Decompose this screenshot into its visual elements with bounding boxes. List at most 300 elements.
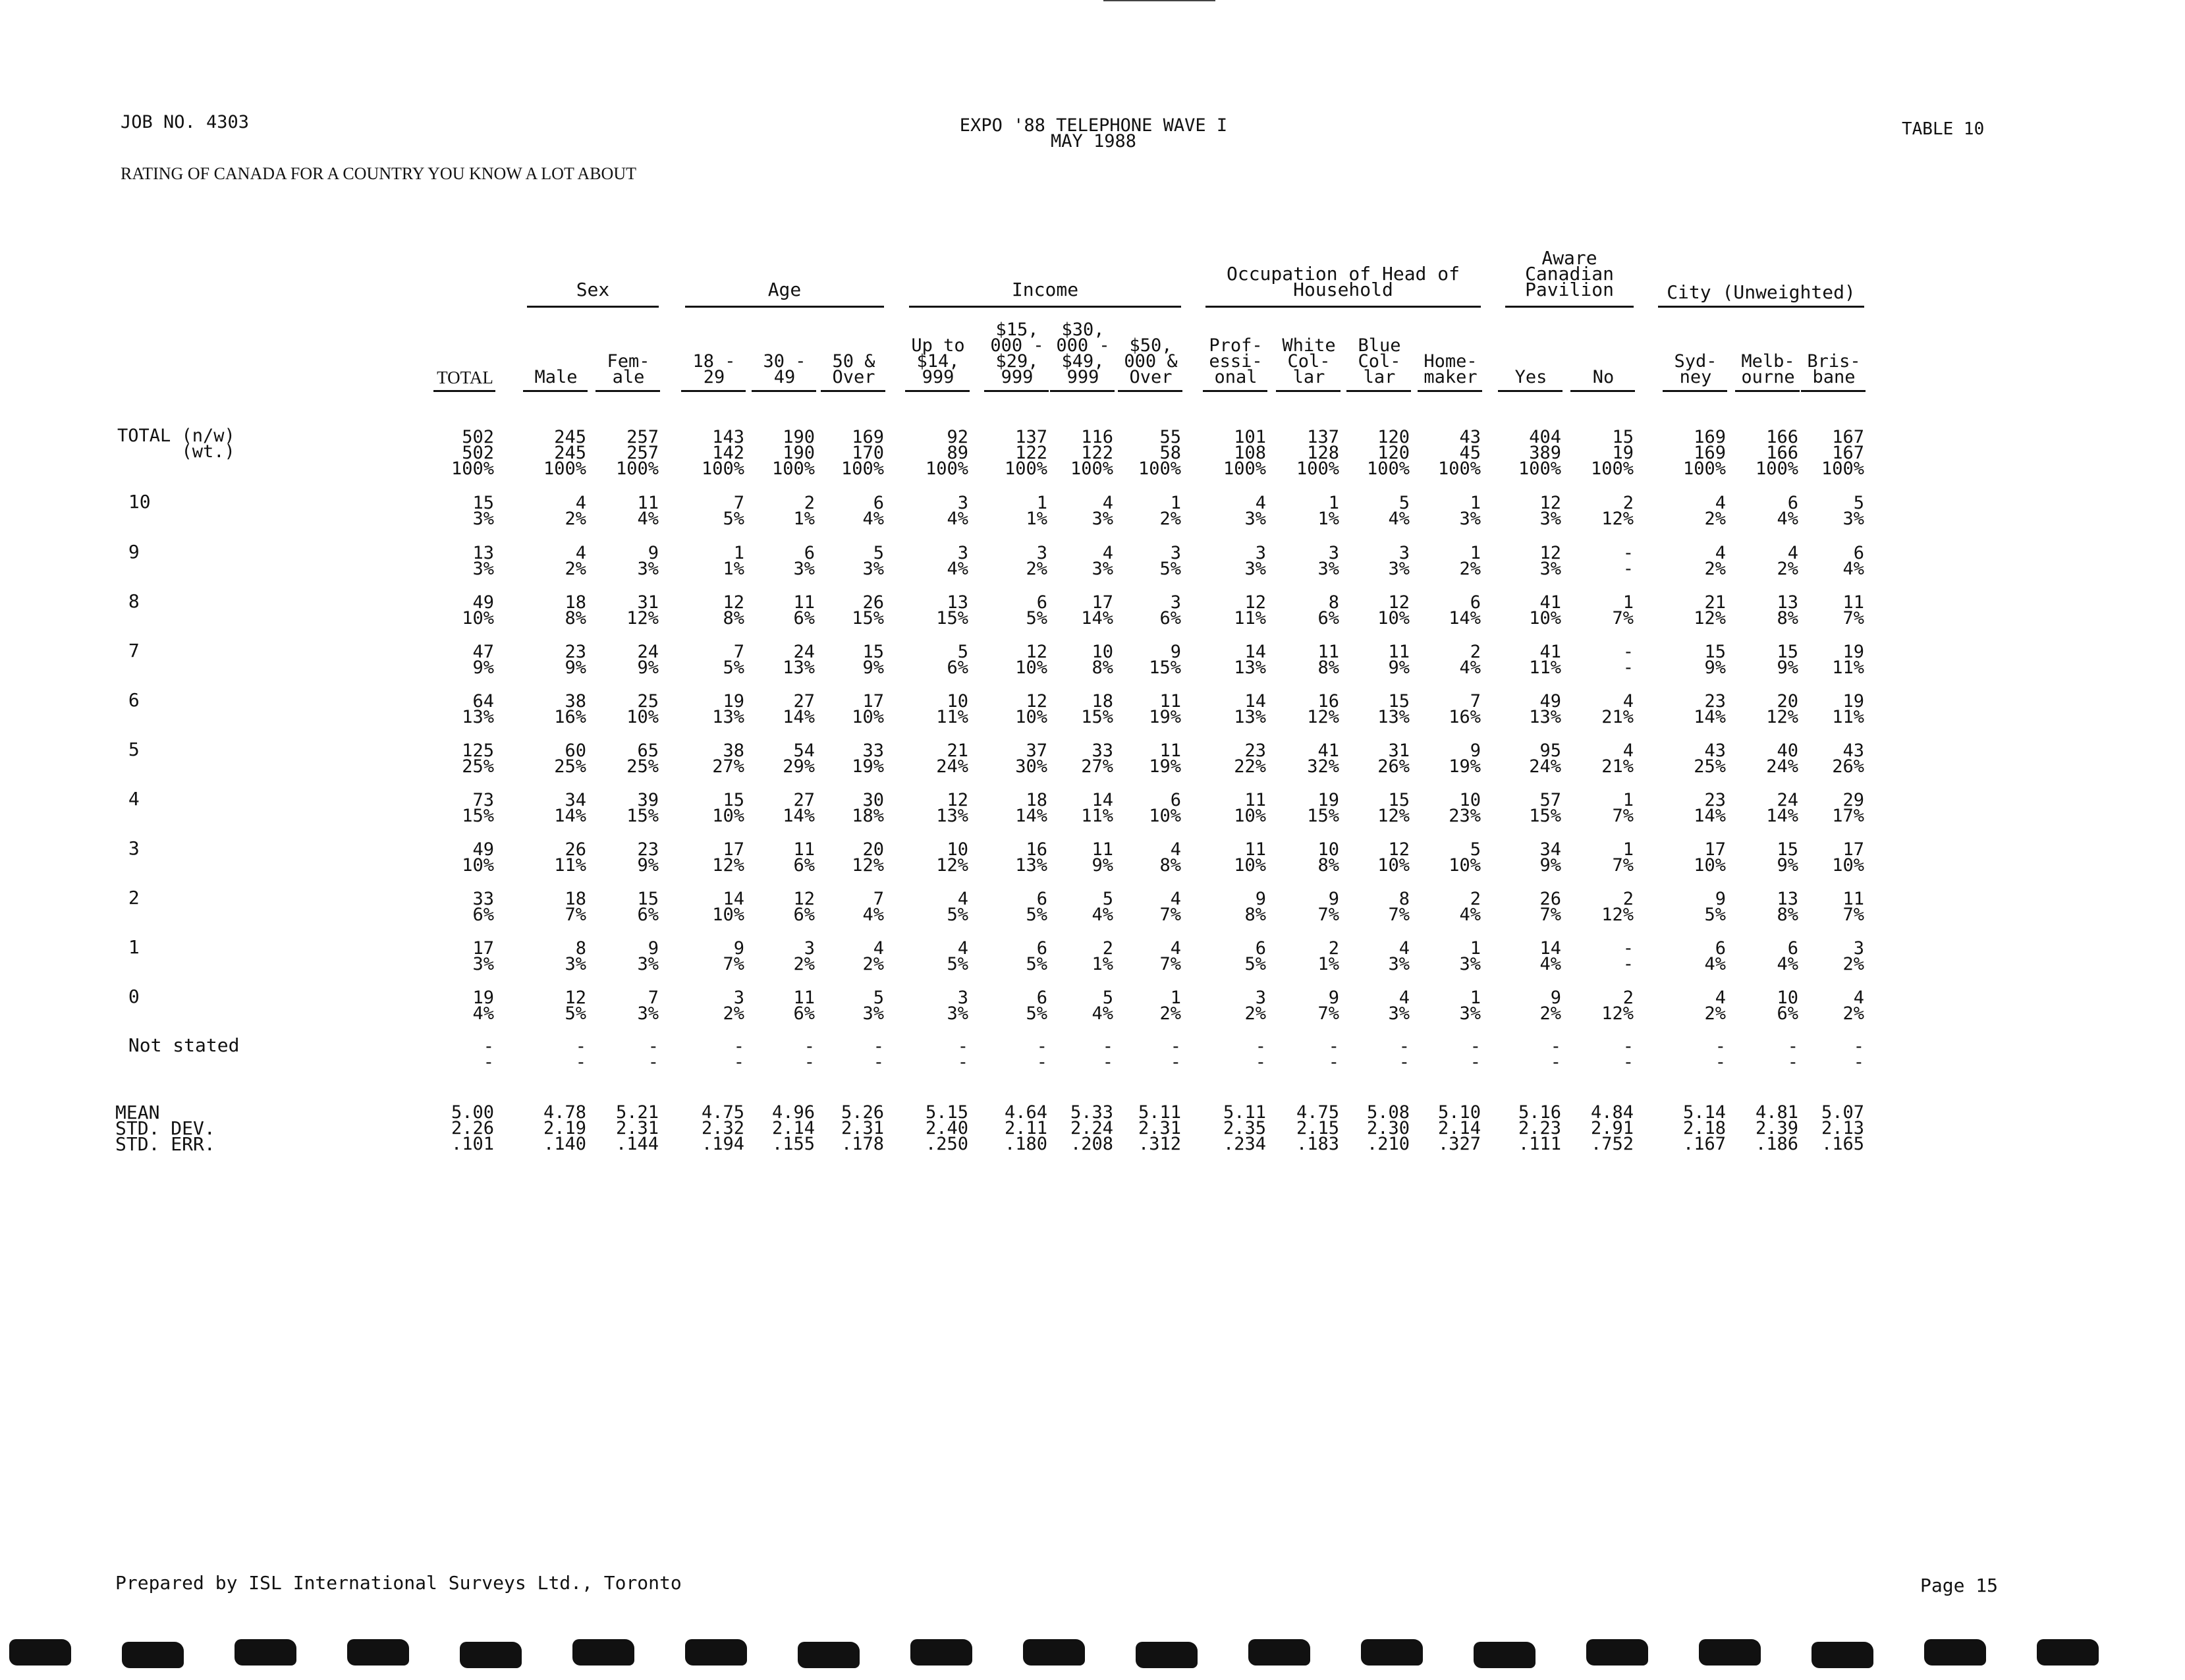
punch-hole (1812, 1642, 1873, 1668)
table-cell: 41 10% (1529, 592, 1561, 629)
row-label: Not stated (117, 1034, 240, 1056)
table-cell: 19 11% (1832, 691, 1864, 727)
table-cell: 6 4% (1777, 938, 1798, 974)
table-cell: 14 4% (1539, 938, 1561, 974)
table-cell: 10 11% (936, 691, 968, 727)
table-cell: 24 13% (783, 642, 815, 678)
column-header: $50, 000 & Over (1124, 335, 1178, 387)
column-header: Melb- ourne (1741, 351, 1795, 387)
table-cell: 4 2% (862, 938, 884, 974)
table-cell: 26 7% (1539, 889, 1561, 925)
column-header-rule (1801, 390, 1866, 392)
table-cell: 12 10% (1377, 592, 1410, 629)
table-cell: 12 8% (723, 592, 744, 629)
punch-hole (1248, 1639, 1310, 1666)
group-header: City (Unweighted) (1667, 281, 1856, 303)
table-cell: 3 3% (947, 988, 968, 1024)
row-label: 9 (117, 541, 140, 563)
row-label: 3 (117, 837, 140, 859)
table-cell: 3 5% (1159, 543, 1181, 579)
column-header: Bris- bane (1807, 351, 1861, 387)
survey-title: EXPO '88 TELEPHONE WAVE I (959, 115, 1228, 136)
stats-cell: 4.96 2.14 .155 (771, 1102, 815, 1154)
column-header: No (1592, 367, 1615, 387)
table-cell: 120 120 100% (1366, 427, 1410, 479)
column-header: $30, 000 - $49, 999 (1056, 320, 1110, 387)
table-cell: 6 5% (1026, 938, 1047, 974)
group-header: Occupation of Head of Household (1226, 263, 1460, 300)
table-cell: 17 14% (1081, 592, 1113, 629)
table-cell: 3 3% (1317, 543, 1339, 579)
table-cell: - - (575, 1036, 586, 1073)
table-cell: 6 5% (1244, 938, 1266, 974)
column-header-rule (1203, 390, 1267, 392)
table-cell: 49 10% (462, 839, 494, 876)
row-label: TOTAL (n/w) (wt.) (117, 426, 235, 462)
table-cell: 3 6% (1159, 592, 1181, 629)
table-cell: 1 7% (1612, 592, 1634, 629)
table-cell: - - (483, 1036, 494, 1073)
row-label: 5 (117, 739, 140, 760)
column-header: TOTAL (437, 368, 493, 387)
table-cell: 502 502 100% (451, 427, 494, 479)
table-cell: 4 3% (1244, 493, 1266, 529)
column-header: Male (534, 367, 578, 387)
table-cell: 7 4% (862, 889, 884, 925)
column-header-rule (1118, 390, 1182, 392)
table-cell: 14 13% (1234, 642, 1266, 678)
group-header-rule (1505, 306, 1634, 308)
table-cell: 95 24% (1529, 741, 1561, 777)
table-cell: 4 3% (1388, 938, 1410, 974)
table-cell: 8 7% (1388, 889, 1410, 925)
table-cell: 5 4% (1388, 493, 1410, 529)
table-cell: - - (1550, 1036, 1561, 1073)
table-cell: 33 27% (1081, 741, 1113, 777)
punch-hole (572, 1639, 634, 1666)
stats-cell: 4.64 2.11 .180 (1004, 1102, 1047, 1154)
column-header-rule (821, 390, 885, 392)
row-label: 2 (117, 887, 140, 909)
column-header-rule (1570, 390, 1635, 392)
column-header-rule (1663, 390, 1727, 392)
table-cell: - - (1622, 642, 1634, 678)
table-cell: 18 7% (565, 889, 586, 925)
table-cell: 3 3% (1388, 543, 1410, 579)
table-cell: 13 8% (1777, 889, 1798, 925)
table-cell: 23 22% (1234, 741, 1266, 777)
table-cell: 2 1% (793, 493, 815, 529)
punch-hole (1474, 1642, 1535, 1668)
table-cell: 19 15% (1307, 790, 1339, 826)
table-cell: 57 15% (1529, 790, 1561, 826)
page-number: Page 15 (1920, 1575, 1999, 1596)
stats-cell: 4.75 2.32 .194 (701, 1102, 744, 1154)
punch-hole (2037, 1639, 2099, 1666)
table-cell: 11 6% (793, 988, 815, 1024)
stats-cell: 5.10 2.14 .327 (1437, 1102, 1481, 1154)
table-cell: 20 12% (1766, 691, 1798, 727)
column-header-rule (681, 390, 746, 392)
table-cell: 19 13% (712, 691, 744, 727)
table-cell: 16 12% (1307, 691, 1339, 727)
table-cell: 3 4% (947, 493, 968, 529)
survey-date: MAY 1988 (1050, 131, 1137, 152)
table-cell: 11 10% (1234, 839, 1266, 876)
table-cell: - - (1398, 1036, 1410, 1073)
table-cell: - - (1787, 1036, 1798, 1073)
table-cell: 41 11% (1529, 642, 1561, 678)
table-cell: 7 5% (723, 642, 744, 678)
table-cell: 60 25% (554, 741, 586, 777)
table-cell: 30 18% (852, 790, 884, 826)
table-cell: 13 8% (1777, 592, 1798, 629)
table-cell: 55 58 100% (1138, 427, 1181, 479)
punch-hole (1924, 1639, 1986, 1666)
table-cell: - - (873, 1036, 884, 1073)
table-cell: 12 5% (565, 988, 586, 1024)
punch-hole (235, 1639, 296, 1666)
punch-hole (1699, 1639, 1761, 1666)
punch-hole (1023, 1639, 1085, 1666)
table-cell: 54 29% (783, 741, 815, 777)
table-cell: 1 1% (1026, 493, 1047, 529)
table-cell: 2 1% (1092, 938, 1113, 974)
column-header-rule (523, 390, 588, 392)
stats-cell: 5.21 2.31 .144 (615, 1102, 659, 1154)
column-header-rule (1418, 390, 1482, 392)
punch-hole (460, 1642, 522, 1668)
table-cell: 3 2% (1842, 938, 1864, 974)
stats-cell: 5.26 2.31 .178 (841, 1102, 884, 1154)
column-header-rule (1276, 390, 1341, 392)
table-cell: 4 2% (1842, 988, 1864, 1024)
table-cell: 9 2% (1539, 988, 1561, 1024)
table-cell: 92 89 100% (925, 427, 968, 479)
table-cell: 9 7% (723, 938, 744, 974)
table-cell: 11 7% (1842, 592, 1864, 629)
table-cell: 17 10% (1694, 839, 1726, 876)
table-cell: 15 6% (637, 889, 659, 925)
table-cell: 6 4% (1704, 938, 1726, 974)
table-cell: 7 5% (723, 493, 744, 529)
table-cell: 5 4% (1092, 889, 1113, 925)
table-cell: 167 167 100% (1821, 427, 1864, 479)
punch-hole (910, 1639, 972, 1666)
table-cell: 27 14% (783, 691, 815, 727)
group-header-rule (527, 306, 659, 308)
table-cell: 257 257 100% (615, 427, 659, 479)
table-cell: 2 4% (1459, 642, 1481, 678)
prepared-by: Prepared by ISL International Surveys Ltd., Toronto (115, 1572, 682, 1594)
table-cell: 34 14% (554, 790, 586, 826)
punch-hole (1361, 1639, 1423, 1666)
column-header-rule (905, 390, 970, 392)
table-cell: 49 10% (462, 592, 494, 629)
table-cell: 43 25% (1694, 741, 1726, 777)
table-cell: 15 9% (1777, 839, 1798, 876)
table-cell: 3 2% (723, 988, 744, 1024)
table-cell: 169 169 100% (1682, 427, 1726, 479)
table-cell: 4 5% (947, 889, 968, 925)
table-cell: 1 3% (1459, 938, 1481, 974)
table-cell: - - (1622, 543, 1634, 579)
table-cell: 14 13% (1234, 691, 1266, 727)
table-cell: 24 9% (637, 642, 659, 678)
stats-label: MEAN STD. DEV. STD. ERR. (115, 1102, 215, 1155)
table-cell: 6 4% (862, 493, 884, 529)
table-cell: 12 10% (1015, 691, 1047, 727)
table-cell: 5 3% (862, 543, 884, 579)
stats-cell: 5.15 2.40 .250 (925, 1102, 968, 1154)
table-cell: 3 4% (947, 543, 968, 579)
table-cell: 14 10% (712, 889, 744, 925)
job-number: JOB NO. 4303 (121, 112, 250, 132)
table-cell: 15 9% (1777, 642, 1798, 678)
table-cell: 6 5% (1026, 988, 1047, 1024)
table-cell: 34 9% (1539, 839, 1561, 876)
table-cell: 18 15% (1081, 691, 1113, 727)
column-header: 30 - 49 (763, 351, 806, 387)
stats-cell: 5.33 2.24 .208 (1070, 1102, 1113, 1154)
table-cell: 16 13% (1015, 839, 1047, 876)
column-header: Yes (1514, 367, 1547, 387)
column-header: White Col- lar (1282, 335, 1336, 387)
table-cell: 11 6% (793, 839, 815, 876)
table-cell: 13 3% (472, 543, 494, 579)
column-header: 50 & Over (832, 351, 875, 387)
table-cell: - - (1853, 1036, 1864, 1073)
table-cell: 18 8% (565, 592, 586, 629)
table-cell: 19 11% (1832, 642, 1864, 678)
table-cell: 15 19 100% (1590, 427, 1634, 479)
table-cell: 64 13% (462, 691, 494, 727)
table-cell: 137 122 100% (1004, 427, 1047, 479)
stats-cell: 5.08 2.30 .210 (1366, 1102, 1410, 1154)
table-cell: 31 26% (1377, 741, 1410, 777)
table-cell: 11 8% (1317, 642, 1339, 678)
table-cell: 23 14% (1694, 790, 1726, 826)
table-cell: 5 3% (862, 988, 884, 1024)
table-cell: 12 11% (1234, 592, 1266, 629)
table-cell: 11 4% (637, 493, 659, 529)
table-cell: 26 11% (554, 839, 586, 876)
stats-cell: 4.81 2.39 .186 (1755, 1102, 1798, 1154)
group-header: Aware Canadian Pavilion (1525, 247, 1614, 300)
table-cell: 25 10% (626, 691, 659, 727)
top-edge-mark (1103, 0, 1215, 1)
table-cell: 20 12% (852, 839, 884, 876)
table-cell: 38 27% (712, 741, 744, 777)
group-header: Age (767, 279, 802, 300)
group-header-rule (685, 306, 884, 308)
column-header-rule (433, 390, 495, 392)
table-cell: 2 12% (1601, 493, 1634, 529)
stats-cell: 5.11 2.35 .234 (1223, 1102, 1266, 1154)
table-cell: 15 3% (472, 493, 494, 529)
table-cell: 4 8% (1159, 839, 1181, 876)
table-cell: 10 23% (1449, 790, 1481, 826)
table-cell: 11 10% (1234, 790, 1266, 826)
table-cell: 4 7% (1159, 938, 1181, 974)
table-cell: 11 19% (1149, 741, 1181, 777)
punch-hole (122, 1642, 184, 1668)
table-cell: 15 12% (1377, 790, 1410, 826)
question-title: RATING OF CANADA FOR A COUNTRY YOU KNOW A LOT ABOUT (121, 164, 636, 183)
table-cell: 10 6% (1777, 988, 1798, 1024)
table-cell: 9 19% (1449, 741, 1481, 777)
punch-hole (798, 1642, 860, 1668)
table-cell: 1 3% (1459, 988, 1481, 1024)
punch-hole (1136, 1642, 1198, 1668)
column-header: $15, 000 - $29, 999 (990, 320, 1044, 387)
table-cell: 4 3% (1092, 543, 1113, 579)
punch-hole (347, 1639, 409, 1666)
table-cell: 9 5% (1704, 889, 1726, 925)
column-header: Home- maker (1424, 351, 1478, 387)
table-cell: 6 14% (1449, 592, 1481, 629)
table-cell: 143 142 100% (701, 427, 744, 479)
table-cell: 1 7% (1612, 790, 1634, 826)
stats-cell: 5.07 2.13 .165 (1821, 1102, 1864, 1154)
table-cell: 12 3% (1539, 493, 1561, 529)
table-cell: 17 10% (852, 691, 884, 727)
table-cell: 12 6% (793, 889, 815, 925)
table-cell: 23 9% (637, 839, 659, 876)
table-cell: 10 12% (936, 839, 968, 876)
column-header-rule (595, 390, 660, 392)
table-cell: 38 16% (554, 691, 586, 727)
row-label: 1 (117, 936, 140, 958)
table-cell: - - (957, 1036, 968, 1073)
table-cell: 2 12% (1601, 988, 1634, 1024)
row-label: 8 (117, 590, 140, 612)
table-cell: 245 245 100% (543, 427, 586, 479)
table-cell: 41 32% (1307, 741, 1339, 777)
table-cell: 1 3% (1459, 493, 1481, 529)
table-cell: 9 8% (1244, 889, 1266, 925)
table-cell: 19 4% (472, 988, 494, 1024)
table-cell: 6 5% (1026, 592, 1047, 629)
table-cell: 15 10% (712, 790, 744, 826)
table-cell: 4 2% (1777, 543, 1798, 579)
table-cell: 17 12% (712, 839, 744, 876)
table-cell: 17 10% (1832, 839, 1864, 876)
table-cell: 14 11% (1081, 790, 1113, 826)
table-cell: 65 25% (626, 741, 659, 777)
table-cell: 169 170 100% (841, 427, 884, 479)
table-cell: 2 12% (1601, 889, 1634, 925)
column-header: 18 - 29 (692, 351, 736, 387)
table-cell: 1 1% (723, 543, 744, 579)
table-cell: 31 12% (626, 592, 659, 629)
group-header-rule (909, 306, 1181, 308)
table-cell: - - (1622, 1036, 1634, 1073)
table-cell: 4 21% (1601, 691, 1634, 727)
table-cell: 12 10% (1015, 642, 1047, 678)
table-cell: 1 2% (1159, 493, 1181, 529)
table-cell: 37 30% (1015, 741, 1047, 777)
table-cell: 21 24% (936, 741, 968, 777)
table-cell: 11 9% (1092, 839, 1113, 876)
table-cell: 33 19% (852, 741, 884, 777)
table-cell: 5 10% (1449, 839, 1481, 876)
stats-cell: 4.78 2.19 .140 (543, 1102, 586, 1154)
table-cell: 5 4% (1092, 988, 1113, 1024)
table-cell: 2 4% (1459, 889, 1481, 925)
column-header-rule (752, 390, 816, 392)
table-cell: 1 2% (1159, 988, 1181, 1024)
table-cell: - - (648, 1036, 659, 1073)
table-cell: 4 2% (565, 543, 586, 579)
column-header: Blue Col- lar (1358, 335, 1401, 387)
table-cell: 137 128 100% (1296, 427, 1339, 479)
table-cell: 4 2% (1704, 988, 1726, 1024)
table-cell: 6 5% (1026, 889, 1047, 925)
table-cell: 27 14% (783, 790, 815, 826)
table-cell: 9 15% (1149, 642, 1181, 678)
table-cell: 9 3% (637, 543, 659, 579)
row-label: 7 (117, 640, 140, 661)
table-cell: 6 4% (1842, 543, 1864, 579)
table-cell: - - (1170, 1036, 1181, 1073)
table-cell: 17 3% (472, 938, 494, 974)
table-cell: 1 2% (1459, 543, 1481, 579)
column-header: Fem- ale (607, 351, 650, 387)
table-cell: - - (1102, 1036, 1113, 1073)
column-header: Prof- essi- onal (1209, 335, 1263, 387)
table-cell: 12 10% (1377, 839, 1410, 876)
table-cell: 3 3% (1244, 543, 1266, 579)
table-cell: 6 3% (793, 543, 815, 579)
column-header: Syd- ney (1674, 351, 1717, 387)
table-cell: 43 45 100% (1437, 427, 1481, 479)
table-number: TABLE 10 (1902, 119, 1985, 139)
table-cell: 43 26% (1832, 741, 1864, 777)
table-cell: 23 9% (565, 642, 586, 678)
row-label: 6 (117, 689, 140, 711)
stats-cell: 5.00 2.26 .101 (451, 1102, 494, 1154)
table-cell: - - (1622, 938, 1634, 974)
group-header: Income (1011, 279, 1079, 300)
table-cell: 101 108 100% (1223, 427, 1266, 479)
table-cell: - - (804, 1036, 815, 1073)
table-cell: 1 1% (1317, 493, 1339, 529)
table-cell: 4 5% (947, 938, 968, 974)
table-cell: 15 9% (1704, 642, 1726, 678)
column-header-rule (1050, 390, 1115, 392)
table-cell: 166 166 100% (1755, 427, 1798, 479)
stats-cell: 5.16 2.23 .111 (1518, 1102, 1561, 1154)
column-header-rule (1735, 390, 1800, 392)
table-cell: 33 6% (472, 889, 494, 925)
table-cell: 47 9% (472, 642, 494, 678)
table-cell: 24 14% (1766, 790, 1798, 826)
table-cell: 39 15% (626, 790, 659, 826)
row-label: 4 (117, 788, 140, 810)
table-cell: 4 2% (1704, 493, 1726, 529)
table-cell: 4 3% (1388, 988, 1410, 1024)
table-cell: 9 7% (1317, 988, 1339, 1024)
table-cell: 13 15% (936, 592, 968, 629)
table-cell: 125 25% (462, 741, 494, 777)
table-cell: 3 2% (793, 938, 815, 974)
table-cell: - - (1328, 1036, 1339, 1073)
table-cell: 23 14% (1694, 691, 1726, 727)
table-cell: 73 15% (462, 790, 494, 826)
table-cell: - - (1715, 1036, 1726, 1073)
group-header-rule (1658, 306, 1864, 308)
